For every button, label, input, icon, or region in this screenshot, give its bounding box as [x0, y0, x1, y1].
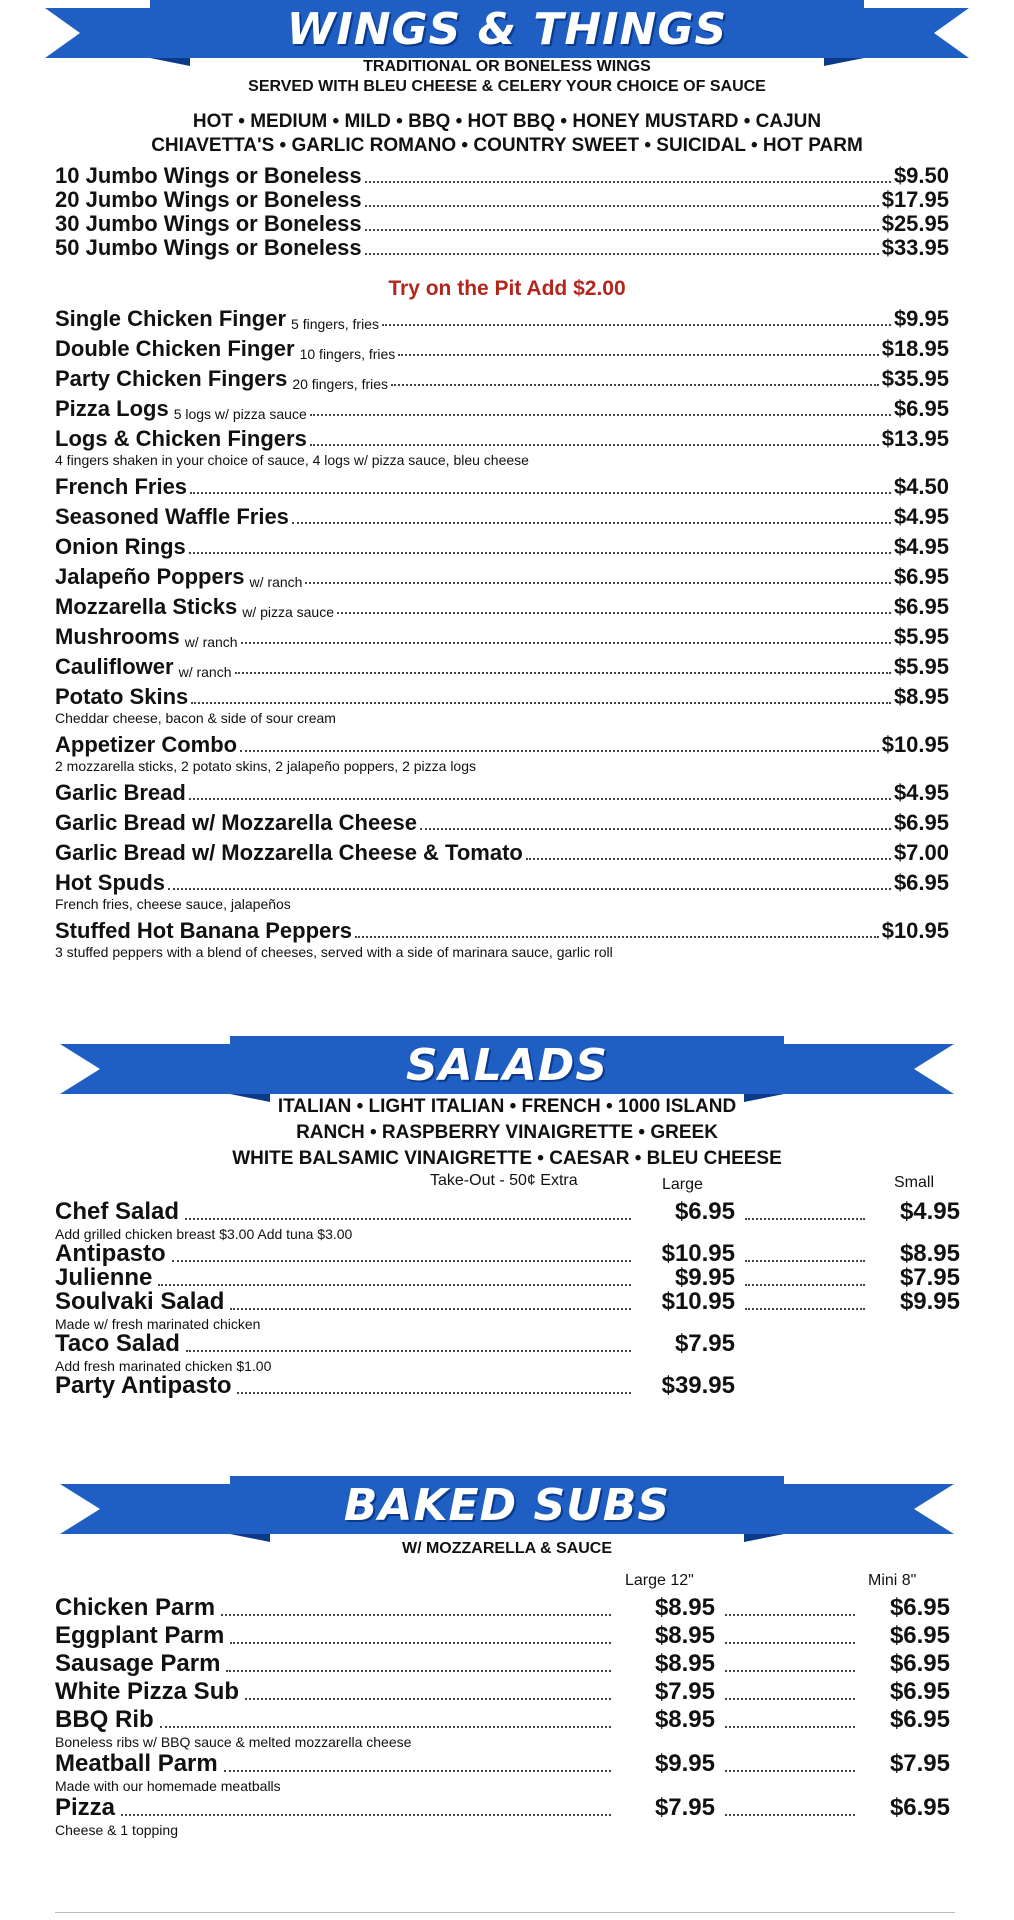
- item-price: $4.95: [893, 534, 949, 559]
- dot-leader: [191, 702, 891, 704]
- menu-row: [55, 394, 949, 422]
- dressings-1: ITALIAN • LIGHT ITALIAN • FRENCH • 1000 ISLAND: [277, 1096, 737, 1117]
- dot-leader: [725, 1670, 855, 1672]
- item-description: Add fresh marinated chicken $1.00: [55, 1358, 272, 1374]
- item-price: $35.95: [881, 366, 949, 391]
- salads-title: SALADS: [405, 1040, 609, 1091]
- price-large: $10.95: [661, 1240, 735, 1267]
- item-name: Julienne: [55, 1264, 153, 1291]
- dot-leader: [310, 414, 891, 416]
- dot-leader: [189, 798, 891, 800]
- item-name: Chicken Parm: [55, 1594, 216, 1621]
- price-small: $7.95: [889, 1750, 950, 1777]
- menu-row: [55, 334, 949, 362]
- item-name: Eggplant Parm: [55, 1622, 225, 1649]
- item-name: Onion Rings: [55, 534, 186, 559]
- price-small: $6.95: [889, 1706, 950, 1733]
- item-name: 30 Jumbo Wings or Boneless: [55, 211, 362, 236]
- item-name: Single Chicken Finger: [55, 306, 287, 331]
- dot-leader: [226, 1670, 611, 1672]
- item-price: $6.95: [893, 870, 949, 895]
- menu-row: [55, 778, 949, 806]
- dot-leader: [310, 444, 879, 446]
- item-name: Pizza: [55, 1794, 116, 1821]
- price-large: $7.95: [654, 1794, 715, 1821]
- item-name: Potato Skins: [55, 684, 189, 709]
- dot-leader: [420, 828, 891, 830]
- menu-row: [55, 916, 949, 944]
- dot-leader: [526, 858, 891, 860]
- dot-leader: [237, 1392, 631, 1394]
- menu-row: [55, 1648, 960, 1678]
- menu-row: [55, 622, 949, 650]
- item-name: Seasoned Waffle Fries: [55, 504, 289, 529]
- menu-row: [55, 304, 949, 332]
- dot-leader: [391, 384, 879, 386]
- pit-note: Try on the Pit Add $2.00: [388, 277, 626, 300]
- dot-leader: [365, 205, 879, 207]
- item-name: Logs & Chicken Fingers: [55, 426, 307, 451]
- item-name: Party Antipasto: [55, 1372, 232, 1399]
- dot-leader: [355, 936, 879, 938]
- item-price: $5.95: [893, 654, 949, 679]
- bottom-rule: [55, 1912, 955, 1913]
- dot-leader: [230, 1642, 611, 1644]
- item-price: $13.95: [881, 426, 949, 451]
- item-name: Appetizer Combo: [55, 732, 238, 757]
- dot-leader: [337, 612, 891, 614]
- item-name: Cauliflower: [55, 654, 174, 679]
- price-small: $8.95: [899, 1240, 960, 1267]
- item-name: Mozzarella Sticks: [55, 594, 238, 619]
- price-small: $7.95: [899, 1264, 960, 1291]
- menu-row: [55, 1370, 960, 1400]
- item-price: $6.95: [893, 594, 949, 619]
- subs-banner: [0, 1476, 1014, 1542]
- menu-row: [55, 1748, 960, 1778]
- price-large: $39.95: [661, 1372, 735, 1399]
- price-small: $6.95: [889, 1678, 950, 1705]
- dot-leader: [189, 552, 891, 554]
- item-note: w/ ranch: [184, 634, 238, 650]
- item-description: Boneless ribs w/ BBQ sauce & melted mozzarella cheese: [55, 1734, 412, 1750]
- salads-banner: [0, 1036, 1014, 1102]
- price-large: $8.95: [654, 1594, 715, 1621]
- item-description: Made with our homemade meatballs: [55, 1778, 281, 1794]
- dot-leader: [725, 1698, 855, 1700]
- item-name: Mushrooms: [55, 624, 180, 649]
- item-name: 20 Jumbo Wings or Boneless: [55, 187, 362, 212]
- item-name: French Fries: [55, 474, 188, 499]
- dot-leader: [365, 253, 879, 255]
- price-small: $4.95: [899, 1198, 960, 1225]
- item-price: $9.95: [893, 306, 949, 331]
- item-note: 10 fingers, fries: [299, 346, 396, 362]
- item-price: $33.95: [881, 235, 949, 260]
- dot-leader: [190, 492, 891, 494]
- item-name: Sausage Parm: [55, 1650, 221, 1677]
- price-large: $9.95: [654, 1750, 715, 1777]
- menu-row: [55, 1196, 960, 1226]
- item-price: $8.95: [893, 684, 949, 709]
- item-note: 5 fingers, fries: [291, 316, 379, 332]
- menu-row: [55, 562, 949, 590]
- item-note: 5 logs w/ pizza sauce: [173, 406, 307, 422]
- sauce-list-1: HOT • MEDIUM • MILD • BBQ • HOT BBQ • HONEY MUSTARD • CAJUN: [192, 111, 822, 132]
- price-large: $8.95: [654, 1706, 715, 1733]
- item-price: $4.50: [893, 474, 949, 499]
- dot-leader: [230, 1308, 631, 1310]
- item-name: Jalapeño Poppers: [55, 564, 245, 589]
- item-price: $6.95: [893, 564, 949, 589]
- dressings-3: WHITE BALSAMIC VINAIGRETTE • CAESAR • BLEU CHEESE: [232, 1148, 782, 1169]
- item-name: Taco Salad: [55, 1330, 180, 1357]
- item-description: 3 stuffed peppers with a blend of cheeses, served with a side of marinara sauce, garlic roll: [55, 944, 613, 960]
- item-name: White Pizza Sub: [55, 1678, 240, 1705]
- price-large: $8.95: [654, 1650, 715, 1677]
- menu-row: [55, 730, 949, 758]
- menu-row: [55, 1620, 960, 1650]
- menu-row: [55, 808, 949, 836]
- dot-leader: [725, 1814, 855, 1816]
- col-large-header: Large: [662, 1176, 703, 1193]
- dot-leader: [365, 181, 891, 183]
- item-price: $17.95: [881, 187, 949, 212]
- item-price: $4.95: [893, 780, 949, 805]
- dot-leader: [305, 582, 891, 584]
- menu-row: [55, 532, 949, 560]
- dot-leader: [185, 1218, 631, 1220]
- menu-row: [55, 233, 949, 261]
- menu-row: [55, 364, 949, 392]
- price-small: $6.95: [889, 1594, 950, 1621]
- item-name: Pizza Logs: [55, 396, 169, 421]
- item-price: $18.95: [881, 336, 949, 361]
- dot-leader: [245, 1698, 611, 1700]
- item-name: Stuffed Hot Banana Peppers: [55, 918, 353, 943]
- wings-title: WINGS & THINGS: [286, 4, 728, 55]
- price-large: $6.95: [674, 1198, 735, 1225]
- dot-leader: [240, 750, 879, 752]
- dot-leader: [398, 354, 878, 356]
- item-note: w/ ranch: [249, 574, 303, 590]
- menu-row: [55, 1592, 960, 1622]
- price-large: $10.95: [661, 1288, 735, 1315]
- menu-row: [55, 1286, 960, 1316]
- dressings-2: RANCH • RASPBERRY VINAIGRETTE • GREEK: [296, 1122, 718, 1143]
- dot-leader: [725, 1614, 855, 1616]
- item-price: $6.95: [893, 396, 949, 421]
- item-note: w/ pizza sauce: [242, 604, 335, 620]
- col-mini8-header: Mini 8": [868, 1572, 917, 1589]
- item-price: $10.95: [881, 918, 949, 943]
- dot-leader: [235, 672, 891, 674]
- dot-leader: [160, 1726, 611, 1728]
- menu-row: [55, 472, 949, 500]
- price-large: $7.95: [654, 1678, 715, 1705]
- price-small: $6.95: [889, 1622, 950, 1649]
- menu-row: [55, 502, 949, 530]
- price-large: $8.95: [654, 1622, 715, 1649]
- price-large: $9.95: [674, 1264, 735, 1291]
- dot-leader: [241, 642, 891, 644]
- item-name: BBQ Rib: [55, 1706, 154, 1733]
- item-description: Add grilled chicken breast $3.00 Add tuna $3.00: [55, 1226, 353, 1242]
- menu-row: [55, 682, 949, 710]
- item-price: $25.95: [881, 211, 949, 236]
- dot-leader: [168, 888, 891, 890]
- dot-leader: [186, 1350, 631, 1352]
- dot-leader: [745, 1218, 865, 1220]
- dot-leader: [121, 1814, 611, 1816]
- item-description: Made w/ fresh marinated chicken: [55, 1316, 261, 1332]
- menu-row: [55, 1792, 960, 1822]
- item-name: Party Chicken Fingers: [55, 366, 288, 391]
- item-price: $5.95: [893, 624, 949, 649]
- item-name: Chef Salad: [55, 1198, 180, 1225]
- item-description: 4 fingers shaken in your choice of sauce, 4 logs w/ pizza sauce, bleu cheese: [55, 452, 529, 468]
- price-small: $6.95: [889, 1794, 950, 1821]
- dot-leader: [745, 1308, 865, 1310]
- item-description: Cheese & 1 topping: [55, 1822, 178, 1838]
- price-small: $6.95: [889, 1650, 950, 1677]
- item-name: Garlic Bread: [55, 780, 186, 805]
- sauce-list-2: CHIAVETTA'S • GARLIC ROMANO • COUNTRY SWEET • SUICIDAL • HOT PARM: [151, 135, 863, 156]
- item-name: 50 Jumbo Wings or Boneless: [55, 235, 362, 260]
- item-description: Cheddar cheese, bacon & side of sour cream: [55, 710, 336, 726]
- menu-row: [55, 1704, 960, 1734]
- dot-leader: [224, 1770, 611, 1772]
- menu-row: [55, 1328, 960, 1358]
- item-description: French fries, cheese sauce, jalapeños: [55, 896, 291, 912]
- item-name: Antipasto: [55, 1240, 166, 1267]
- item-name: Garlic Bread w/ Mozzarella Cheese & Tomato: [55, 840, 523, 865]
- col-large12-header: Large 12": [625, 1572, 694, 1589]
- item-name: Double Chicken Finger: [55, 336, 295, 361]
- item-note: w/ ranch: [178, 664, 232, 680]
- menu-row: [55, 424, 949, 452]
- item-note: 20 fingers, fries: [292, 376, 389, 392]
- item-price: $9.50: [893, 163, 949, 188]
- wings-subtitle-2: SERVED WITH BLEU CHEESE & CELERY YOUR CHOICE OF SAUCE: [248, 78, 766, 95]
- item-name: Meatball Parm: [55, 1750, 218, 1777]
- menu-row: [55, 592, 949, 620]
- menu-row: [55, 838, 949, 866]
- item-name: Soulvaki Salad: [55, 1288, 225, 1315]
- item-price: $7.00: [893, 840, 949, 865]
- menu-row: [55, 1676, 960, 1706]
- dot-leader: [725, 1642, 855, 1644]
- dot-leader: [221, 1614, 611, 1616]
- wings-subtitle-1: TRADITIONAL OR BONELESS WINGS: [363, 58, 651, 75]
- subs-subtitle: W/ MOZZARELLA & SAUCE: [401, 1540, 613, 1557]
- item-price: $6.95: [893, 810, 949, 835]
- item-name: Hot Spuds: [55, 870, 165, 895]
- menu-row: [55, 868, 949, 896]
- takeout-note: Take-Out - 50¢ Extra: [430, 1172, 578, 1189]
- price-small: $9.95: [899, 1288, 960, 1315]
- price-large: $7.95: [674, 1330, 735, 1357]
- col-small-header: Small: [894, 1174, 935, 1191]
- item-name: 10 Jumbo Wings or Boneless: [55, 163, 362, 188]
- dot-leader: [725, 1770, 855, 1772]
- subs-title: BAKED SUBS: [343, 1480, 671, 1531]
- dot-leader: [382, 324, 891, 326]
- item-price: $10.95: [881, 732, 949, 757]
- item-description: 2 mozzarella sticks, 2 potato skins, 2 jalapeño poppers, 2 pizza logs: [55, 758, 477, 774]
- dot-leader: [725, 1726, 855, 1728]
- item-price: $4.95: [893, 504, 949, 529]
- dot-leader: [292, 522, 891, 524]
- menu-row: [55, 652, 949, 680]
- item-name: Garlic Bread w/ Mozzarella Cheese: [55, 810, 417, 835]
- wings-banner: [0, 0, 1014, 66]
- dot-leader: [365, 229, 879, 231]
